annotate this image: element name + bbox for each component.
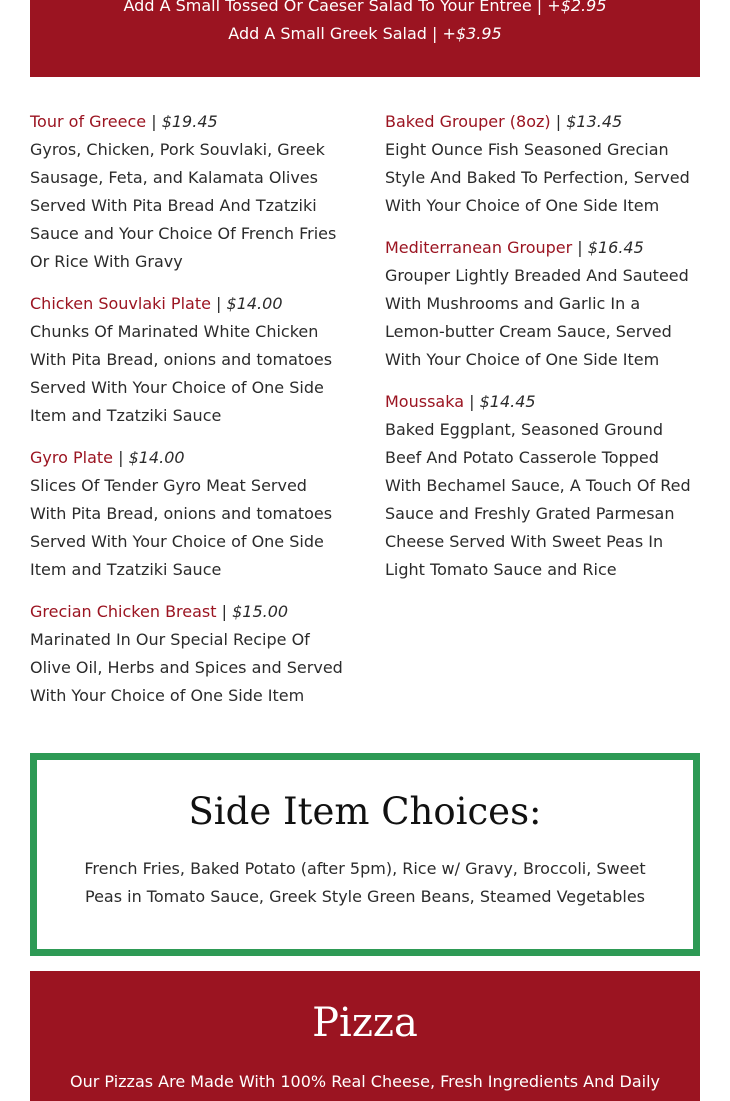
addon-salad-price: +$2.95 (547, 0, 607, 15)
entree-addons-banner (30, 0, 700, 77)
menu-item-price: $16.45 (587, 238, 644, 257)
menu-column-left (30, 108, 348, 724)
addon-salad-text: Add A Small Tossed Or Caeser Salad To Your Entree | (123, 0, 543, 15)
menu-item-name: Moussaka (385, 392, 464, 411)
menu-item-name: Baked Grouper (8oz) (385, 112, 551, 131)
menu-item-separator: | (221, 602, 228, 621)
menu-item-separator: | (469, 392, 475, 411)
menu-item-description: Slices Of Tender Gyro Meat Served With Pita Bread, onions and tomatoes Served With Your Choice of One Side Item and Tzatziki Sauce (30, 476, 333, 579)
menu-item-name: Tour of Greece (30, 112, 147, 131)
menu-item-price: $14.00 (128, 448, 185, 467)
menu-item-price: $14.45 (479, 392, 536, 411)
menu-item (30, 444, 348, 584)
menu-item-name: Mediterranean Grouper (385, 238, 573, 257)
menu-item-description: Eight Ounce Fish Seasoned Grecian Style And Baked To Perfection, Served With Your Choice of One Side Item (385, 140, 690, 215)
menu-item-separator: | (151, 112, 157, 131)
menu-item-separator: | (577, 238, 583, 257)
menu-item-separator: | (216, 294, 222, 313)
menu-item-description: Baked Eggplant, Seasoned Ground Beef And Potato Casserole Topped With Bechamel Sauce, A Touch Of Red Sauce and Freshly Grated Parmesan Cheese Served With Sweet Peas In Light Tomato Sauce and Rice (385, 420, 691, 579)
menu-item (385, 234, 700, 374)
pizza-intro: Our Pizzas Are Made With 100% Real Cheese, Fresh Ingredients And Daily (70, 1072, 660, 1091)
addon-greek-salad-line (30, 23, 700, 45)
menu-item-description: Grouper Lightly Breaded And Sauteed With Mushrooms and Garlic In a Lemon-butter Cream Sauce, Served With Your Choice of One Side Item (385, 266, 689, 369)
menu-item-name: Chicken Souvlaki Plate (30, 294, 211, 313)
menu-item-name: Grecian Chicken Breast (30, 602, 217, 621)
menu-item (30, 290, 348, 430)
menu-item-price: $14.00 (226, 294, 283, 313)
pizza-section (30, 971, 700, 1101)
menu-item-name: Gyro Plate (30, 448, 113, 467)
menu-item (30, 108, 348, 276)
menu-item-price: $19.45 (161, 112, 218, 131)
side-items-title: Side Item Choices: (188, 790, 542, 833)
side-items-box (30, 753, 700, 956)
menu-item-price: $13.45 (566, 112, 623, 131)
menu-item (385, 108, 700, 220)
menu-item-price: $15.00 (232, 602, 289, 621)
menu-column-right (385, 108, 700, 598)
menu-item-description: Chunks Of Marinated White Chicken With Pita Bread, onions and tomatoes Served With Your Choice of One Side Item and Tzatziki Sauce (30, 322, 333, 425)
side-items-list: French Fries, Baked Potato (after 5pm), Rice w/ Gravy, Broccoli, Sweet Peas in Tomato Sauce, Greek Style Green Beans, Steamed Vegetables (84, 859, 646, 906)
menu-item (385, 388, 700, 584)
menu-item-separator: | (118, 448, 124, 467)
pizza-title: Pizza (312, 1000, 418, 1046)
menu-item-description: Gyros, Chicken, Pork Souvlaki, Greek Sausage, Feta, and Kalamata Olives Served With Pita Bread And Tzatziki Sauce and Your Choice Of French Fries Or Rice With Gravy (30, 140, 337, 271)
addon-greek-salad-price: +$3.95 (442, 24, 502, 43)
menu-item (30, 598, 348, 710)
menu-item-description: Marinated In Our Special Recipe Of Olive Oil, Herbs and Spices and Served With Your Choice of One Side Item (30, 630, 343, 705)
addon-greek-salad-text: Add A Small Greek Salad | (228, 24, 438, 43)
addon-salad-line (30, 0, 700, 17)
menu-item-separator: | (555, 112, 562, 131)
